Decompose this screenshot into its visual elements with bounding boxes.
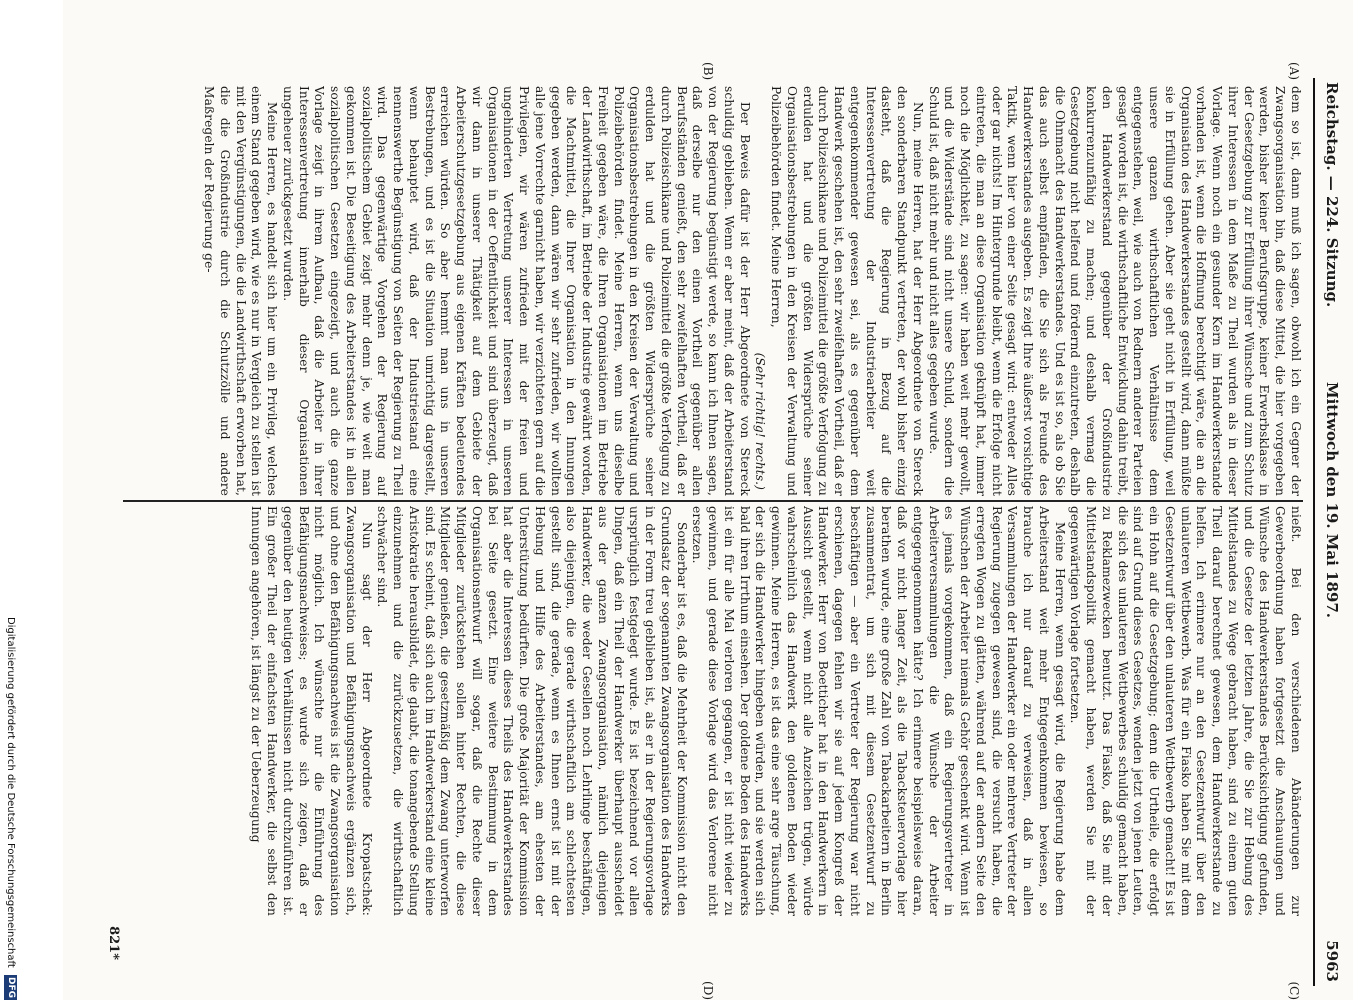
credit-text-container [0, 0, 20, 1000]
sheet-mark: 821* [106, 926, 121, 960]
credit-text: Digitalisierung gefördert durch die Deutsche Forschungsgemeinschaft [5, 616, 16, 968]
left-paragraph-2: Nun, meine Herren, hat der Herr Abgeordnete von Stereck den sonderbaren Standpunkt vertreten, der wohl bisher einzig dasteht, daß die Regierung in Bezug auf die Interessenvertretung der Industriearbeiter weit entgegenkommender gewesen sei, als es gegenüber dem Handwerk geschehen ist, den sehr zweifelhaften Vortheil, daß er durch Polizeischikane und Polizeimittel die größte Verfolgung zu erdulden hat und die größten Widersprüche seiner Organisationsbestrebungen in den Kreisen der Verwaltung und Polizeibehörden findet. Meine Herren, [769, 86, 925, 496]
right-column [153, 506, 1303, 916]
dfg-logo: DFG [6, 976, 17, 998]
left-column [153, 86, 1303, 496]
rotated-page [63, 0, 1353, 1000]
margin-letter-a: (A) [1287, 62, 1301, 81]
credit-strip [0, 0, 20, 1000]
header-date: Mittwoch den 19. Mai 1897. [1323, 381, 1341, 619]
left-paragraph-4: Meine Herren, es handelt sich hier um ein Privileg, welches einem Stand gegeben wird, wie es nur in Vergleich zu stellen ist mit den Vergünstigungen, die die Landwirthschaft erworben hat, die die Großindustrie durch die Schutzzölle und andere Maßregeln der Regierung ge- [202, 86, 280, 496]
header-chamber: Reichstag. — 224. Sitzung. [1323, 82, 1341, 308]
margin-letter-b: (B) [701, 62, 715, 81]
column-divider [123, 500, 1303, 502]
right-paragraph-4: Nun sagt der Herr Abgeordnete Kropatschek: Zwangsorganisation und Befähigungsnachweis ergänzen sich, und ohne den Befähigungsnachweis ist die Zwangsorganisation nicht möglich. Ich wünschte nur die Einführung des Befähigungsnachweises; es wurde sich zeigen, daß er gegenüber den heutigen Verhältnissen nicht durchzuführen ist. Ein großer Theil der einfachsten Handwerker, die selbst den Innungen angehören, ist längst zu der Ueberzeugung [249, 506, 374, 916]
right-paragraph-2: Meine Herren, wenn gesagt wird, die Regierung habe dem Arbeiterstand weit mehr Entgegenkommen bewiesen, so brauche ich nur darauf zu verweisen, daß in allen Versammlungen der Handwerker ein oder mehrere Vertreter der Regierung zugegen gewesen sind, die versucht haben, die erregten Wogen zu glätten, während auf der andern Seite den Wünschen der Arbeiter niemals Gehör geschenkt wird. Wenn ist es jemals vorgekommen, daß ein Regierungsvertreter in Arbeiterversammlungen die Wünsche der Arbeiter entgegengenommen hätte? Ich erinnere beispielsweise daran, daß vor nicht langer Zeit, als die Tabacksteuervorlage hier berathen wurde, eine große Zahl von Tabackarbeitern in Berlin zusammentrat, um sich mit diesem Gesetzentwurf zu beschäftigen — aber ein Vertreter der Regierung war nicht erschienen, dagegen fehlen wir sie auf jedem Kongreß der Handwerker. Herr von Boetticher hat in den Handwerkern in Aussicht gestellt, wenn nicht alle Anzeichen trügen, würde wahrscheinlich das Handwerk den goldenen Boden wieder gewinnen. Meine Herren, es ist das eine sehr arge Täuschung, der sich die Handwerker hingeben würden, und sie werden sich bald ihren Irrthum einsehen. Der goldene Boden des Handwerks ist ein für alle Mal verloren gegangen, er ist nicht wieder zu gewinnen, und gerade diese Vorlage wird das Verlorene nicht ersetzen. [690, 506, 1067, 916]
right-paragraph-1: nießt. Bei den verschiedenen Abänderungen zur Gewerbeordnung haben fortgesetzt die Anschauungen und Wünsche des Handwerkerstandes Berücksichtigung gefunden, und die Gesetze der letzten Jahre, die Sie zur Hebung des Mittelstandes zu Wege gebracht haben, sind zu einem guten Theil darauf berechnet gewesen, dem Handwerkerstande zu helfen. Ich erinnere nur an den Gesetzentwurf über den unlauteren Wettbewerb. Was für ein Fiasko haben Sie mit dem Gesetzentwurf über den unlauteren Wettbewerb gemacht! Es ist ein Hohn auf die Gesetzgebung; denn die Urtheile, die erfolgt sind auf Grund dieses Gesetzes, wenden jetzt von jenen Leuten, die sich des unlauteren Wettbewerbes schuldig gemacht haben, zu Reklamezwecken benutzt. Das Fiasko, daß Sie mit der Mittelstandspolitik gemacht haben, werden Sie mit der gegenwärtigen Vorlage fortsetzen. [1068, 506, 1303, 916]
header-page-number: 5963 [1323, 940, 1341, 982]
right-paragraph-3: Sonderbar ist es, daß die Mehrheit der Kommission nicht den Grundsatz der sogenannten Zwangsorganisation des Handwerks in der Form treu geblieben ist, als er in der Regierungsvorlage ursprünglich festgelegt wurde. Es ist bezeichnend vor allen Dingen, daß ein Theil der Handwerker überhaupt ausscheidet aus der ganzen Zwangsorganisation, nämlich diejenigen Handwerker, die weder Gesellen noch Lehrlinge beschäftigen, also diejenigen, die gerade wirthschaftlich am schlechtesten gestellt sind, die gerade, wenn es Ihnen ernst ist mit der Hebung und Hilfe des Arbeiterstandes, am ehesten der Unterstützung bedürften. Die große Majorität der Kommission hat aber die Interessen dieses Theils des Handwerkerstandes bei Seite gesetzt. Eine weitere Bestimmung in dem Organisationsentwurf will sogar, daß die Rechte dieser Mitglieder zurückstehen sollen hinter Rechten, die diese Mitglieder genießen, die gesetzmäßig dem Zwang unterworfen sind. Es scheint, daß sich auch im Handwerkerstand eine kleine Aristokratie herausbildet, die glaubt, die tonangebende Stellung einzunehmen und die zurückzusetzen, die wirthschaftlich schwächer sind. [375, 506, 689, 916]
header-rule [1313, 78, 1315, 986]
margin-letter-c: (C) [1287, 981, 1301, 1000]
left-paragraph-1: dem so ist, dann muß ich sagen, obwohl ich ein Gegner der Zwangsorganisation bin, daß diese Mittel, die hier vorgegeben werden, bisher keiner Berufsgruppe, keiner Erwerbsklasse in der Gesetzgebung zur Erfüllung ihrer Wünsche und zum Schutz ihrer Interessen in dem Maße zu Theil wurden als in dieser Vorlage. Wenn noch ein gesunder Kern im Handwerkerstande vorhanden ist, wenn die Hoffnung berechtigt wäre, die an die Organisation des Handwerkerstandes gestellt wird, dann müßte sie in Erfüllung gehen. Aber sie geht nicht in Erfüllung, weil unsere ganzen wirthschaftlichen Verhältnisse dem entgegenstehen, weil, wie auch von Rednern anderer Parteien gesagt worden ist, die wirthschaftliche Entwicklung dahin treibt, den Handwerkerstand gegenüber der Großindustrie konkurrenzunfähig zu machen; und deshalb vermag die Gesetzgebung nicht helfend und fördernd einzutreten, deshalb die Ohnmacht des Handwerkerstandes. Und es ist so, als ob Sie das auch selbst empfänden, die Sie sich als Freunde des Handwerkerstandes ausgeben. Es zeigt Ihre äußerst vorsichtige Taktik, wenn hier von einer Seite gesagt wird: entweder Alles oder gar nichts! Im Hintergrunde bleibt, wenn die Erfolge nicht eintreten, die man an diese Organisation geknüpft hat, immer noch die Möglichkeit, zu sagen: wir haben weit mehr gewollt, und die Widerstände sind nicht unsere Schuld, sondern die Schuld ist, daß nicht mehr und nicht alles gegeben wurde. [926, 86, 1303, 496]
left-paragraph-3: Der Beweis dafür ist der Herr Abgeordnete von Stereck schuldig geblieben. Wenn er aber meint, daß der Arbeiterstand von der Regierung begünstigt werde, so kann ich Ihnen sagen, daß derselbe nur den einen Vortheil gegenüber allen Berufsständen genießt, den sehr zweifelhaften Vortheil, daß er durch Polizeischikane und Polizeimittel die größte Verfolgung zu erdulden hat und die größten Widersprüche seiner Organisationsbestrebungen in den Kreisen der Verwaltung und Polizeibehörden findet. Meine Herren, wenn uns dieselbe Freiheit gegeben wäre, die Ihren Organisationen im Betriebe der Landwirthschaft, im Betriebe der Industrie gewährt worden, die Machtmittel, die Ihrer Organisation in den Innungen gegeben werden, dann wären wir sehr zufrieden, wir wollten alle jene Vorrechte garnicht haben, wir verzichteten gern auf die Privilegien, wir wären zufrieden mit der freien und ungehinderten Vertretung unserer Interessen in unseren Organisationen in der Oeffentlichkeit und sind überzeugt, daß wir dann in unserer Thätigkeit auf dem Gebiete der Arbeiterschutzgesetzgebung aus eigenen Kräften bedeutendes erreichen würden. So aber hemmt man uns in unseren Bestrebungen, und es ist die Situation umrichtig dargestellt, wenn behauptet wird, daß der Industriestand eine nennenswerthe Begünstigung von Seiten der Regierung zu Theil wird. Das gegenwärtige Vorgehen der Regierung auf sozialpolitischem Gebiet zeigt mehr denn je, wie weit man gekommen ist. Die Beseitigung des Arbeiterstandes ist in allen sozialpolitischen Gesetzen eingezeigt, und auch die ganze Vorlage zeigt in ihrem Aufbau, daß die Arbeiter in ihrer Interessenvertretung innerhalb dieser Organisationen ungeheuer zurückgesetzt wurden. [281, 86, 752, 496]
left-applause: (Sehr richtig! rechts.) [753, 352, 768, 490]
margin-letter-d: (D) [701, 981, 715, 1000]
